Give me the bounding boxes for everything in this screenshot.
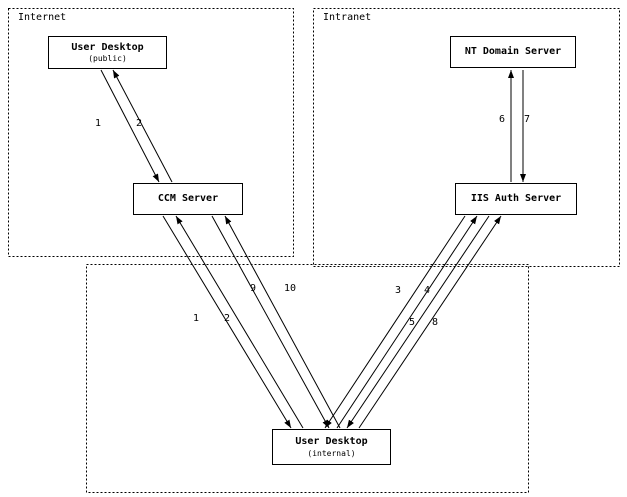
node-title: User Desktop [71, 41, 144, 53]
node-user-desktop-public[interactable] [48, 36, 167, 69]
edge-label-4: 4 [424, 285, 431, 296]
node-title: CCM Server [157, 193, 219, 205]
edge-label-7: 7 [524, 114, 531, 125]
edge-label-2-public: 2 [136, 118, 143, 129]
node-nt-domain-server[interactable] [450, 36, 576, 68]
node-subtitle: (internal) [307, 448, 356, 458]
edge-label-1-internal: 1 [193, 313, 200, 324]
edge-label-8: 8 [432, 317, 439, 328]
zone-label-internet: Internet [18, 12, 67, 23]
edge-label-1-public: 1 [95, 118, 102, 129]
edge-label-10: 10 [284, 283, 297, 294]
edge-iis-internal-desktop-secondary [347, 216, 501, 428]
node-iis-auth-server[interactable] [455, 183, 577, 215]
node-title: IIS Auth Server [470, 193, 562, 205]
node-subtitle: (public) [88, 54, 127, 64]
edge-iis-ntdomain [511, 70, 523, 182]
edge-label-9: 9 [250, 283, 257, 294]
edge-label-2-internal: 2 [224, 313, 231, 324]
node-title: User Desktop [295, 436, 368, 448]
edge-label-3: 3 [395, 285, 402, 296]
node-ccm-server[interactable] [133, 183, 243, 215]
zone-label-intranet: Intranet [323, 12, 372, 23]
node-title: NT Domain Server [464, 46, 562, 58]
node-user-desktop-internal[interactable] [272, 429, 391, 465]
edge-iis-internal-desktop [325, 216, 477, 428]
edge-label-6: 6 [499, 114, 506, 125]
edge-ccm-internal-desktop-secondary [212, 216, 340, 428]
edge-label-5: 5 [409, 317, 416, 328]
